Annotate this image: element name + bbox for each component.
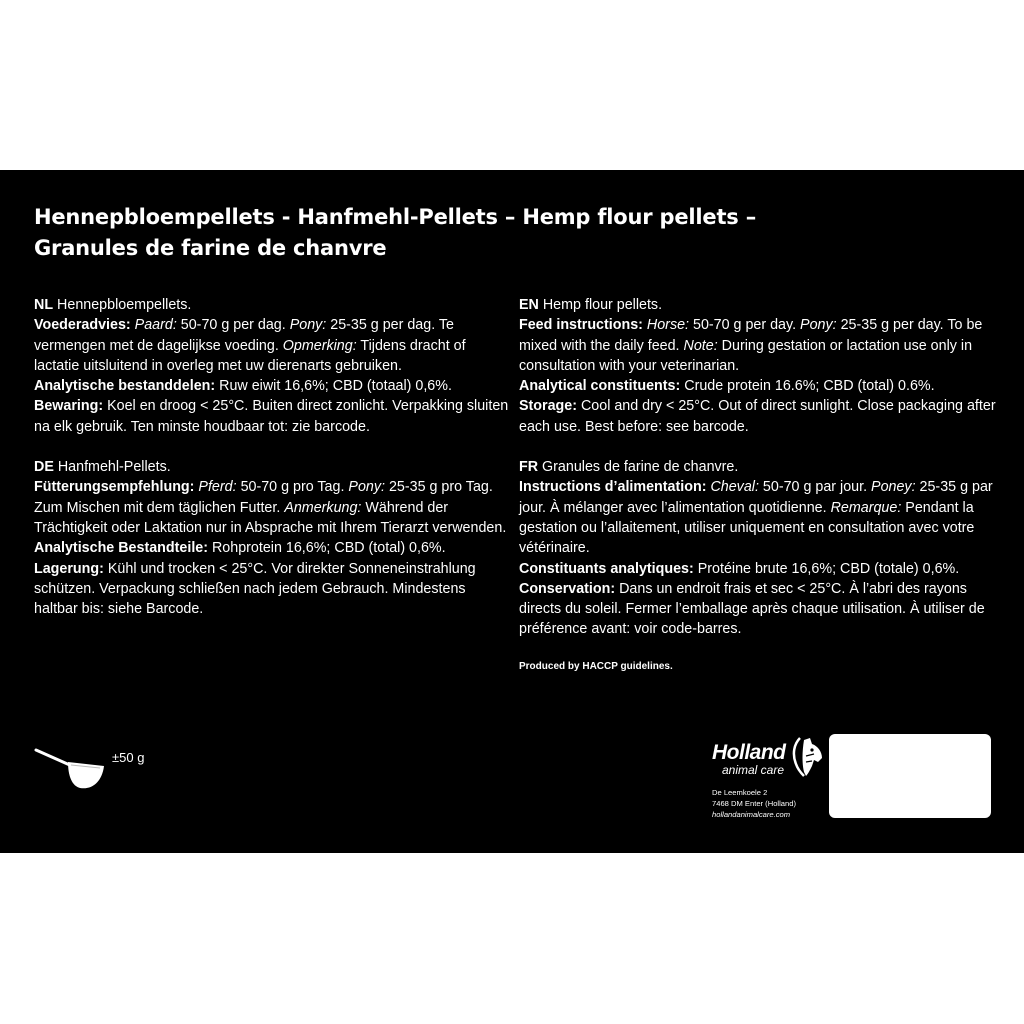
de-storage-text: Kühl und trocken < 25°C. Vor direkter Sonneneinstrahlung schützen. Verpackung schließen nach jedem Gebrauch. Mindestens haltbar bis: siehe Barcode.: [34, 560, 476, 618]
fr-language-code: FR: [519, 459, 539, 476]
de-language-code: DE: [34, 459, 54, 476]
brand-name: Holland: [712, 741, 786, 764]
scoop-icon: [34, 744, 106, 792]
en-mix-text: To be mixed with the daily feed.: [519, 317, 983, 354]
de-analysis-text: Rohprotein 16,6%; CBD (total) 0,6%.: [211, 540, 446, 557]
fr-storage: [519, 579, 999, 640]
de-feed-animal-1: Pferd:: [198, 479, 237, 496]
fr-feed-animal-1: Cheval:: [710, 479, 759, 496]
title-line-1: Hennepbloempellets - Hanfmehl-Pellets – Hemp flour pellets –: [34, 205, 757, 229]
en-storage-label: Storage:: [519, 398, 577, 415]
nl-feed-label: Voederadvies:: [34, 317, 131, 334]
en-product-name: Hemp flour pellets.: [542, 297, 663, 313]
haccp-note: Produced by HACCP guidelines.: [519, 661, 673, 672]
brand-tagline: animal care: [722, 763, 785, 777]
brand-logo: [712, 736, 822, 784]
horse-head-icon: [790, 736, 824, 778]
nl-feed-text-2: 25-35 g per dag.: [330, 317, 436, 334]
fr-feed-text-2: 25-35 g par jour. À mélanger avec l’alimentation quotidienne.: [519, 479, 993, 516]
en-analysis: [519, 376, 999, 396]
fr-note-text: Pendant la gestation ou l’allaitement, utiliser uniquement en consultation avec votre vétérinaire.: [519, 499, 975, 557]
brand-wordmark: [712, 742, 786, 777]
left-column: [34, 295, 509, 639]
nl-feed-advice: [34, 315, 509, 376]
en-storage: [519, 396, 999, 437]
fr-feed-label: Instructions d’alimentation:: [519, 479, 707, 496]
en-storage-text: Cool and dry < 25°C. Out of direct sunlight. Close packaging after each use. Best before: see barcode.: [519, 398, 996, 435]
nl-language-code: NL: [34, 297, 54, 313]
right-column: [519, 295, 999, 660]
fr-storage-label: Conservation:: [519, 580, 616, 597]
nl-feed-text-1: 50-70 g per dag.: [180, 317, 286, 334]
nl-storage-text: Koel en droog < 25°C. Buiten direct zonlicht. Verpakking sluiten na elk gebruik. Ten minste houdbaar tot: zie barcode.: [34, 398, 509, 435]
fr-note-label: Remarque:: [830, 499, 902, 516]
fr-storage-text: Dans un endroit frais et sec < 25°C. À l’abri des rayons directs du soleil. Fermer l’emballage après chaque utilisation. À utiliser de préférence avant: voir code-barres.: [519, 580, 985, 638]
fr-product-line: [519, 457, 999, 477]
fr-analysis: [519, 559, 999, 579]
en-feed-text-2: 25-35 g per day.: [840, 317, 944, 334]
nl-note-text: Tijdens dracht of lactatie uitsluitend in overleg met uw dierenarts gebruiken.: [34, 337, 466, 374]
nl-note-label: Opmerking:: [282, 337, 357, 354]
nl-feed-animal-2: Pony:: [289, 317, 327, 334]
de-feed-label: Fütterungsempfehlung:: [34, 479, 195, 496]
en-feed-animal-2: Pony:: [800, 317, 837, 334]
nl-storage-label: Bewaring:: [34, 398, 104, 415]
en-product-line: [519, 295, 999, 315]
nl-section: [34, 295, 509, 437]
nl-product-line: [34, 295, 509, 315]
address-street: De Leemkoele 2: [712, 788, 768, 797]
de-note-label: Anmerkung:: [284, 499, 362, 516]
de-analysis: [34, 538, 509, 558]
dose-weight: ±50 g: [112, 750, 145, 765]
fr-section: [519, 457, 999, 640]
fr-analysis-text: Protéine brute 16,6%; CBD (totale) 0,6%.: [697, 560, 960, 577]
de-feed-text-2: 25-35 g pro Tag. Zum Mischen mit dem täglichen Futter.: [34, 479, 493, 516]
de-section: [34, 457, 509, 619]
de-feed-animal-2: Pony:: [348, 479, 385, 496]
en-section: [519, 295, 999, 437]
fr-product-name: Granules de farine de chanvre.: [542, 459, 739, 476]
nl-storage: [34, 396, 509, 437]
en-language-code: EN: [519, 297, 539, 313]
company-address: [712, 787, 796, 820]
en-feed-advice: [519, 315, 999, 376]
de-analysis-label: Analytische Bestandteile:: [34, 540, 208, 557]
en-feed-animal-1: Horse:: [646, 317, 690, 334]
nl-analysis-text: Ruw eiwit 16,6%; CBD (totaal) 0,6%.: [219, 378, 452, 395]
de-product-name: Hanfmehl-Pellets.: [57, 459, 171, 476]
de-feed-text-1: 50-70 g pro Tag.: [240, 479, 345, 496]
title-line-2: Granules de farine de chanvre: [34, 236, 387, 260]
en-note-text: During gestation or lactation use only in consultation with your veterinarian.: [519, 337, 973, 374]
fr-feed-animal-2: Poney:: [871, 479, 916, 496]
de-product-line: [34, 457, 509, 477]
address-city: 7468 DM Enter (Holland): [712, 799, 796, 808]
nl-analysis-label: Analytische bestanddelen:: [34, 378, 216, 395]
en-note-label: Note:: [683, 337, 718, 354]
en-feed-label: Feed instructions:: [519, 317, 643, 334]
fr-feed-text-1: 50-70 g par jour.: [762, 479, 868, 496]
en-analysis-label: Analytical constituents:: [519, 378, 681, 395]
de-feed-advice: [34, 477, 509, 538]
company-website: hollandanimalcare.com: [712, 810, 791, 819]
en-feed-text-1: 50-70 g per day.: [693, 317, 797, 334]
fr-feed-advice: [519, 477, 999, 558]
barcode-area: [829, 734, 991, 818]
de-note-text: Während der Trächtigkeit oder Laktation nur in Absprache mit Ihrem Tierarzt verwenden.: [34, 499, 507, 536]
nl-mix-text: Te vermengen met de dagelijkse voeding.: [34, 317, 455, 354]
de-storage: [34, 559, 509, 620]
nl-product-name: Hennepbloempellets.: [57, 297, 192, 313]
fr-analysis-label: Constituants analytiques:: [519, 560, 694, 577]
en-analysis-text: Crude protein 16.6%; CBD (total) 0.6%.: [684, 378, 935, 395]
product-label: [0, 170, 1024, 853]
nl-feed-animal-1: Paard:: [134, 317, 177, 334]
de-storage-label: Lagerung:: [34, 560, 104, 577]
product-title: [34, 202, 994, 264]
nl-analysis: [34, 376, 509, 396]
